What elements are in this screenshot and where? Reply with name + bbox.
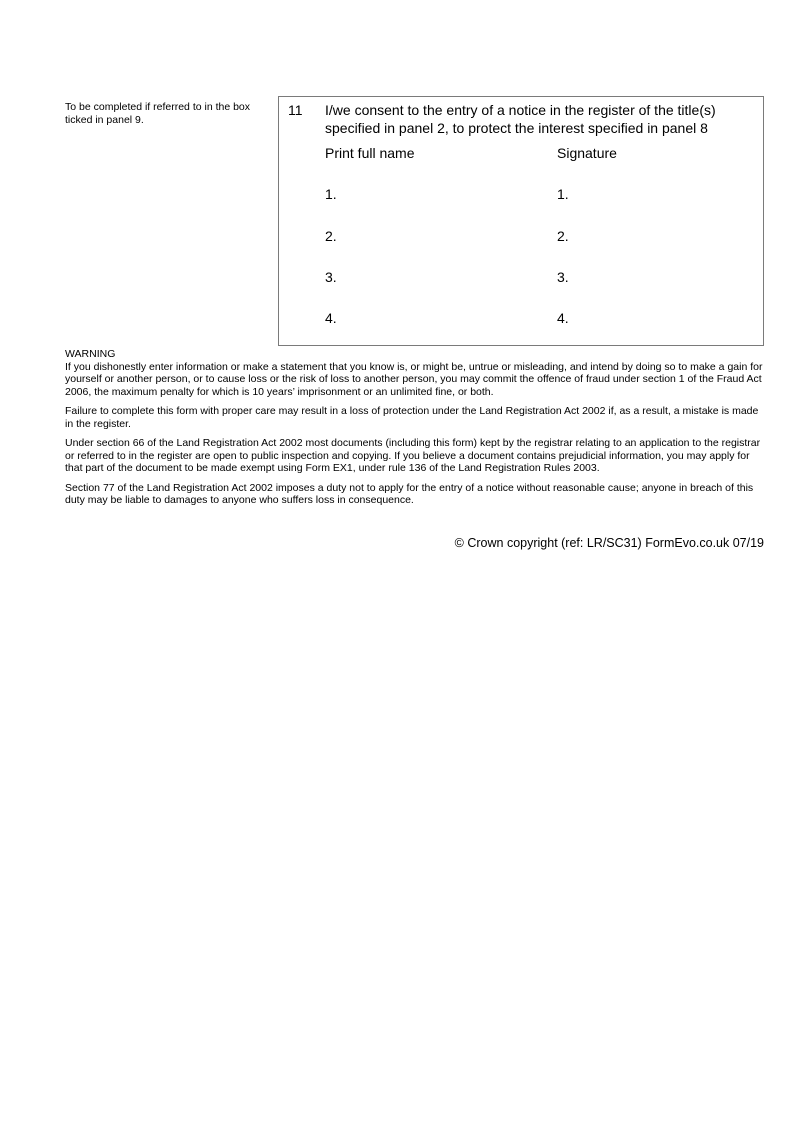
print-full-name-heading: Print full name xyxy=(325,145,415,161)
warning-title: WARNING xyxy=(65,348,116,360)
signature-row-number: 4. xyxy=(557,310,569,326)
signature-row-number: 1. xyxy=(557,186,569,202)
warning-paragraph-duty: Section 77 of the Land Registration Act 2002 imposes a duty not to apply for the entry of a notice without reasonable cause; anyone in breach of this duty may be liable to damages to anyone who suffers loss in consequence. xyxy=(65,481,754,506)
name-row-number: 2. xyxy=(325,228,337,244)
consent-panel-11 xyxy=(278,96,764,346)
panel-number: 11 xyxy=(288,102,303,118)
warning-section xyxy=(65,348,765,514)
warning-paragraph-inspection: Under section 66 of the Land Registration Act 2002 most documents (including this form) kept by the registrar relating to an application to the registrar or referred to in the register are open to public inspection and copying. If you believe a document contains prejudicial information, you may apply for that part of the document to be made exempt using Form EX1, under rule 136 of the Land Registration Rules 2003. xyxy=(65,437,761,474)
signature-heading: Signature xyxy=(557,145,617,161)
signature-row-number: 3. xyxy=(557,269,569,285)
name-row-number: 4. xyxy=(325,310,337,326)
name-row-number: 3. xyxy=(325,269,337,285)
warning-fraud-text: If you dishonestly enter information or make a statement that you know is, or might be, untrue or misleading, and intend by doing so to make a gain for yourself or another person, or to cause loss or the risk of loss to another person, you may commit the offence of fraud under section 1 of the Fraud Act 2006, the maximum penalty for which is 10 years’ imprisonment or an unlimited fine, or both. xyxy=(65,360,763,398)
consent-statement: I/we consent to the entry of a notice in the register of the title(s) specified in panel 2, to protect the interest specified in panel 8 xyxy=(325,102,716,136)
warning-paragraph-care: Failure to complete this form with proper care may result in a loss of protection under the Land Registration Act 2002 if, as a result, a mistake is made in the register. xyxy=(65,405,759,430)
name-row-number: 1. xyxy=(325,186,337,202)
panel-instruction-note: To be completed if referred to in the box ticked in panel 9. xyxy=(65,101,251,126)
signature-row-number: 2. xyxy=(557,228,569,244)
copyright-notice: © Crown copyright (ref: LR/SC31) FormEvo.co.uk 07/19 xyxy=(454,536,764,550)
warning-paragraph-fraud xyxy=(65,348,765,398)
